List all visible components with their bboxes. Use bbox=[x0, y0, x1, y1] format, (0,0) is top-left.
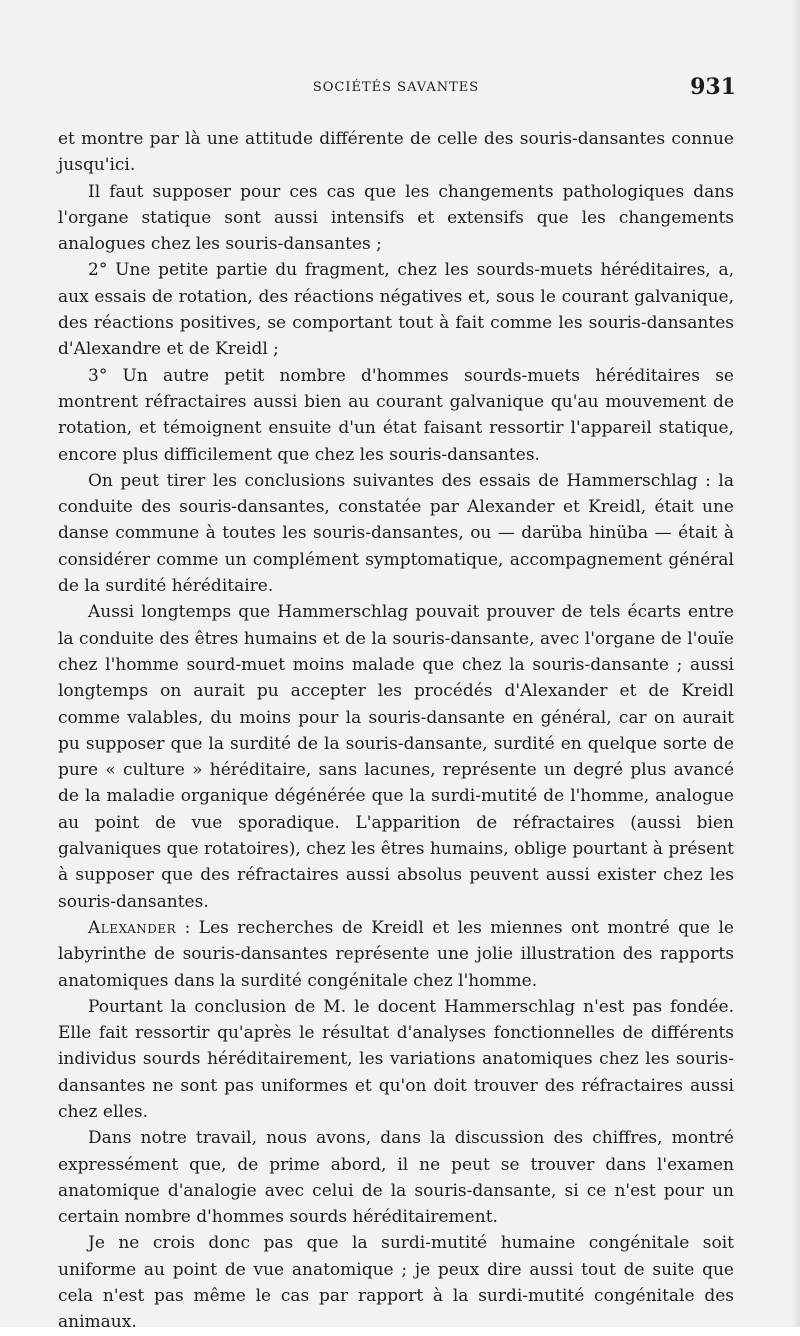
paragraph bbox=[58, 179, 734, 258]
paragraph-text: Je ne crois donc pas que la surdi-mutité humaine congénitale soit uniforme au point de vue anatomique ; je peux dire aussi tout de suite que cela n'est pas même le cas par rapport à la surdi-mutité congénitale des animaux. bbox=[58, 1233, 734, 1333]
paragraph bbox=[58, 1125, 734, 1230]
speaker-name: Alexander bbox=[88, 917, 177, 938]
page-header bbox=[58, 74, 736, 108]
paragraph-text: Dans notre travail, nous avons, dans la discussion des chiffres, montré expressément que, de prime abord, il ne peut se trouver dans l'examen anatomique d'analogie avec celui de la souris-dansante, si ce n'est pour un certain nombre d'hommes sourds héréditairement. bbox=[58, 1128, 734, 1228]
paragraph-text: On peut tirer les conclusions suivantes des essais de Hammerschlag : la conduite des souris-dansantes, constatée par Alexander et Kreidl, était une danse commune à toutes les souris-dansantes, ou — darüba hinüba — était à considérer comme un complément symptomatique, accompagnement général de la surdité héréditaire. bbox=[58, 470, 734, 597]
paragraph-text: 3° Un autre petit nombre d'hommes sourds-muets héréditaires se montrent réfractaires aussi bien au courant galvanique qu'au mouvement de rotation, et témoignent ensuite d'un état faisant ressortir l'appareil statique, encore plus difficilement que chez les souris-dansantes. bbox=[58, 365, 734, 465]
paragraph bbox=[58, 363, 734, 468]
paragraph-text: 2° Une petite partie du fragment, chez les sourds-muets héréditaires, a, aux essais de rotation, des réactions négatives et, sous le courant galvanique, des réactions positives, se comportant tout à fait comme les souris-dansantes d'Alexandre et de Kreidl ; bbox=[58, 260, 734, 360]
paragraph bbox=[58, 257, 734, 362]
paragraph-text: Il faut supposer pour ces cas que les changements pathologiques dans l'organe statique sont aussi intensifs et extensifs que les changements analogues chez les souris-dansantes ; bbox=[58, 181, 734, 255]
paragraph bbox=[58, 915, 734, 994]
paragraph bbox=[58, 126, 734, 179]
paragraph bbox=[58, 468, 734, 599]
paragraph-text: Aussi longtemps que Hammerschlag pouvait prouver de tels écarts entre la conduite des êtres humains et de la souris-dansante, avec l'organe de l'ouïe chez l'homme sourd-muet moins malade que chez la souris-dansante ; aussi longtemps on aurait pu accepter les procédés d'Alexander et de Kreidl comme valables, du moins pour la souris-dansante en général, car on aurait pu supposer que la surdité de la souris-dansante, surdité en quelque sorte de pure « culture » héréditaire, sans lacunes, représente un degré plus avancé de la maladie organique dégénérée que la surdi-mutité de l'homme, analogue au point de vue sporadique. L'apparition de réfractaires (aussi bien galvaniques que rotatoires), chez les êtres humains, oblige pourtant à présent à supposer que des réfractaires aussi absolus peuvent aussi exister chez les souris-dansantes. bbox=[58, 602, 734, 912]
running-title: SOCIÉTÉS SAVANTES bbox=[312, 80, 480, 95]
paragraph-text: et montre par là une attitude différente de celle des souris-dansantes connue jusqu'ici. bbox=[58, 129, 734, 176]
paragraph-text: : Les recherches de Kreidl et les miennes ont montré que le labyrinthe de souris-dansantes représente une jolie illustration des rapports anatomiques dans la surdité congénitale chez l'homme. bbox=[58, 917, 734, 991]
paragraph bbox=[58, 599, 734, 915]
page-number: 931 bbox=[690, 74, 736, 100]
paragraph bbox=[58, 994, 734, 1125]
paragraph-text: Pourtant la conclusion de M. le docent Hammerschlag n'est pas fondée. Elle fait ressortir qu'après le résultat d'analyses fonctionnelles de différents individus sourds héréditairement, les variations anatomiques chez les souris-dansantes ne sont pas uniformes et qu'on doit trouver des réfractaires aussi chez elles. bbox=[58, 996, 734, 1122]
paragraph bbox=[58, 1230, 734, 1335]
body-text bbox=[58, 126, 734, 1336]
